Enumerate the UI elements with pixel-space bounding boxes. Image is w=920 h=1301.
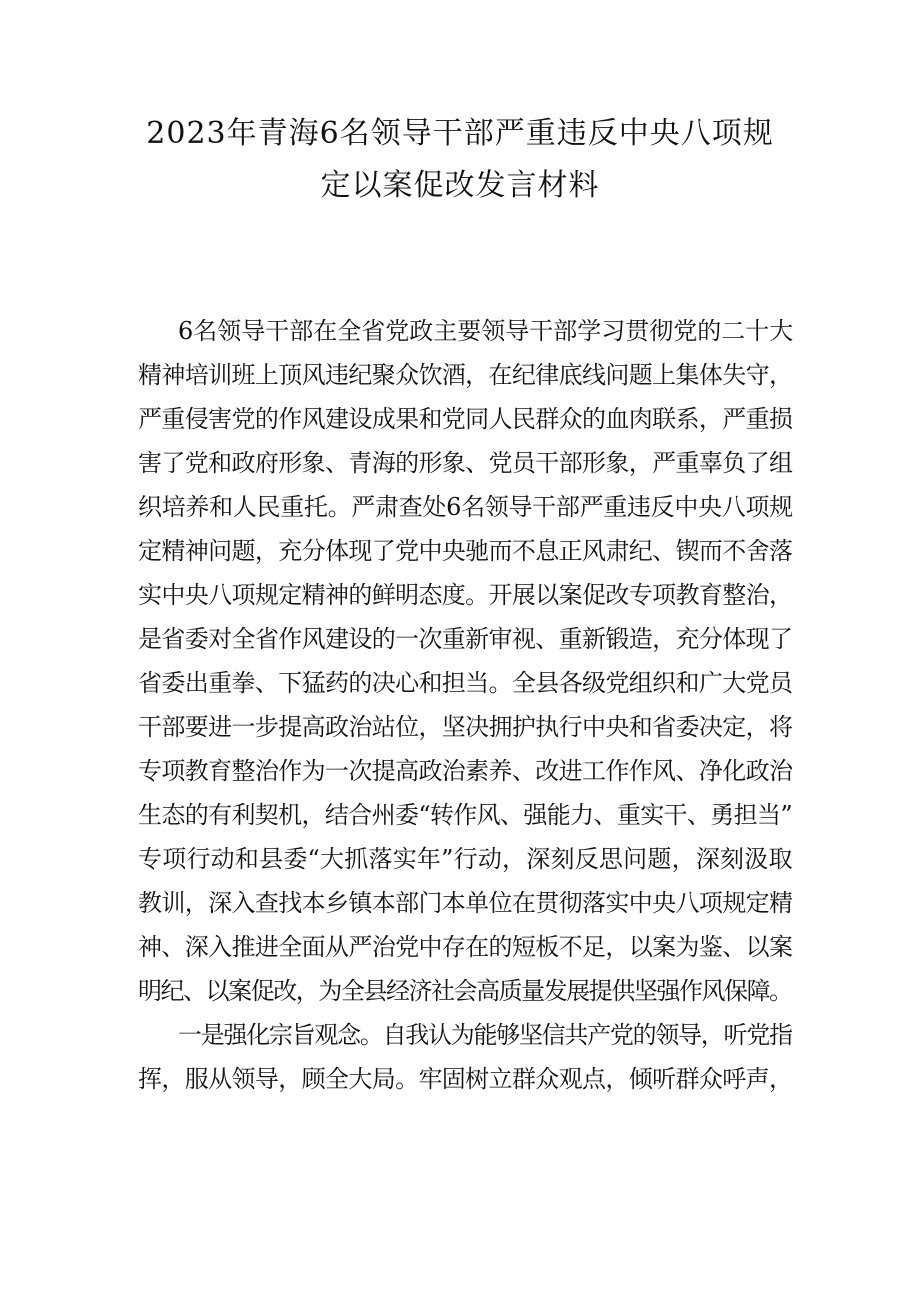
paragraph-1-line-14: 教训，深入查找本乡镇本部门本单位在贯彻落实中央八项规定精 [138,889,793,917]
paragraph-1-line-8: 是省委对全省作风建设的一次重新审视、重新锻造，充分体现了 [138,625,793,653]
document-title-line-1: 2023年青海6名领导干部严重违反中央八项规 [146,116,774,151]
paragraph-1-line-3: 严重侵害党的作风建设成果和党同人民群众的血肉联系，严重损 [138,405,793,433]
paragraph-1-line-16: 明纪、以案促改，为全县经济社会高质量发展提供坚强作风保障。 [138,977,792,1005]
paragraph-1-line-9: 省委出重拳、下猛药的决心和担当。全县各级党组织和广大党员 [138,669,793,697]
paragraph-1-line-15: 神、深入推进全面从严治党中存在的短板不足，以案为鉴、以案 [138,933,793,961]
paragraph-2-line-1: 一是强化宗旨观念。自我认为能够坚信共产党的领导，听党指 [178,1021,792,1049]
paragraph-1-line-13: 专项行动和县委“大抓落实年”行动，深刻反思问题，深刻汲取 [138,845,793,873]
document-title-line-2: 定以案促改发言材料 [320,168,600,203]
paragraph-2-line-2: 挥，服从领导，顾全大局。牢固树立群众观点，倾听群众呼声， [138,1065,793,1093]
paragraph-1-line-5: 织培养和人民重托。严肃查处6名领导干部严重违反中央八项规 [138,493,793,521]
paragraph-1-line-7: 实中央八项规定精神的鲜明态度。开展以案促改专项教育整治， [138,581,793,609]
paragraph-1-line-11: 专项教育整治作为一次提高政治素养、改进工作作风、净化政治 [138,757,793,785]
paragraph-1-line-12: 生态的有利契机，结合州委“转作风、强能力、重实干、勇担当” [138,801,792,829]
paragraph-1-line-2: 精神培训班上顶风违纪聚众饮酒，在纪律底线问题上集体失守， [138,361,793,389]
paragraph-1-line-10: 干部要进一步提高政治站位，坚决拥护执行中央和省委决定，将 [138,713,793,741]
paragraph-1-line-4: 害了党和政府形象、青海的形象、党员干部形象，严重辜负了组 [138,449,793,477]
paragraph-1-line-6: 定精神问题，充分体现了党中央驰而不息正风肃纪、锲而不舍落 [138,537,793,565]
paragraph-1-line-1: 6名领导干部在全省党政主要领导干部学习贯彻党的二十大 [178,317,794,345]
